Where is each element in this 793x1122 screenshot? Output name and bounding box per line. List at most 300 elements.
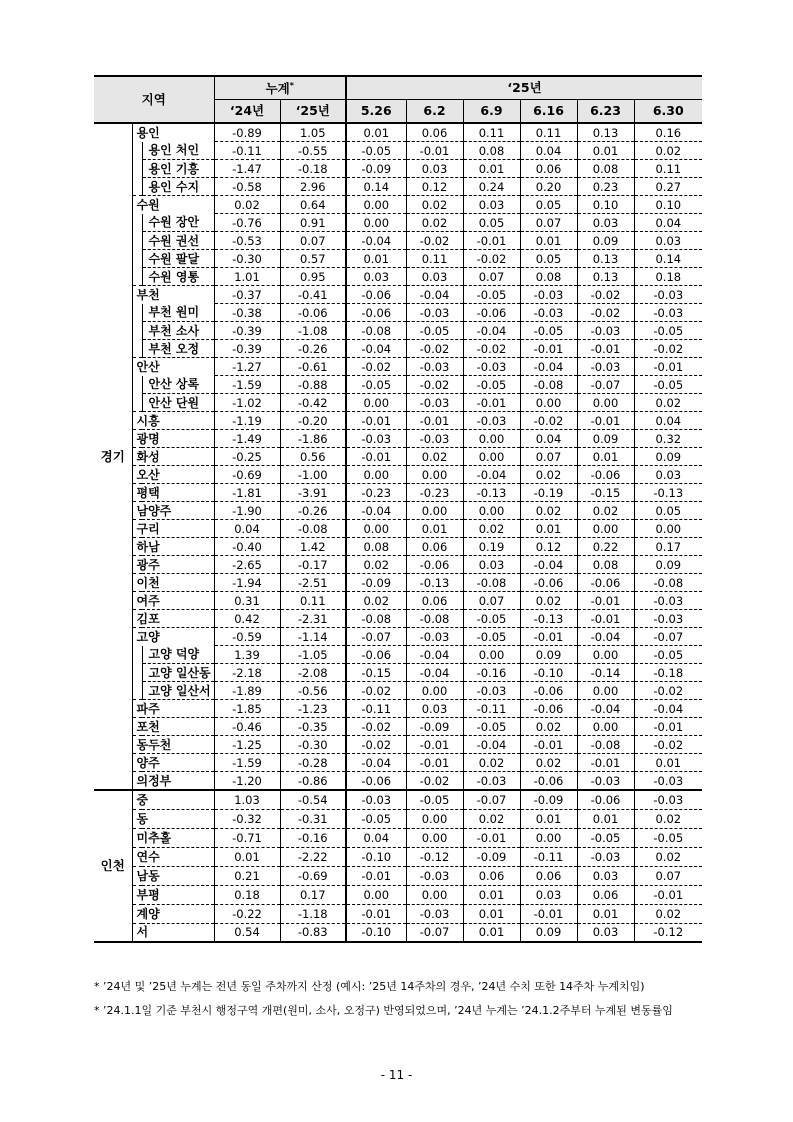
region-label: 부평 — [132, 885, 214, 904]
table-row — [94, 304, 702, 322]
value-cell: -1.23 — [280, 700, 346, 718]
value-cell: 0.02 — [520, 502, 577, 520]
value-cell: 0.04 — [520, 430, 577, 448]
value-cell: -0.03 — [406, 394, 463, 412]
value-cell: -0.31 — [280, 809, 346, 828]
value-cell: 0.06 — [577, 885, 634, 904]
value-cell: 0.05 — [463, 214, 520, 232]
value-cell: -0.09 — [406, 718, 463, 736]
region-label: 수원 — [136, 197, 160, 212]
subregion-label: 부천 오정 — [142, 340, 214, 358]
table-row — [94, 466, 702, 484]
value-cell: 0.00 — [463, 448, 520, 466]
value-cell: 1.05 — [280, 123, 346, 142]
value-cell: -0.06 — [406, 556, 463, 574]
value-cell: 0.01 — [520, 520, 577, 538]
value-cell: 0.08 — [577, 160, 634, 178]
value-cell: 0.00 — [346, 394, 406, 412]
value-cell: -0.04 — [634, 700, 702, 718]
value-cell: -0.01 — [520, 736, 577, 754]
value-cell: -0.02 — [346, 736, 406, 754]
value-cell: -0.01 — [577, 412, 634, 430]
value-cell: -0.06 — [346, 646, 406, 664]
value-cell: -0.03 — [520, 304, 577, 322]
region-label: 남동 — [132, 866, 214, 885]
value-cell: 0.08 — [520, 268, 577, 286]
value-cell: -0.03 — [634, 304, 702, 322]
indent-spacer — [132, 376, 142, 394]
value-cell: -0.02 — [577, 304, 634, 322]
table-row — [94, 484, 702, 502]
table-row — [94, 866, 702, 885]
table-row — [94, 123, 702, 142]
value-cell: -0.59 — [214, 628, 280, 646]
value-cell: 0.57 — [280, 250, 346, 268]
value-cell: 0.06 — [520, 160, 577, 178]
year25-header: ‘25년 — [346, 76, 702, 100]
value-cell: -0.07 — [634, 628, 702, 646]
value-cell: 0.13 — [577, 250, 634, 268]
value-cell: 0.03 — [577, 923, 634, 942]
value-cell: -0.04 — [346, 502, 406, 520]
value-cell: 0.04 — [634, 214, 702, 232]
value-cell: 0.09 — [577, 232, 634, 250]
region-label: 시흥 — [132, 412, 214, 430]
value-cell: 0.00 — [520, 394, 577, 412]
value-cell: 0.00 — [346, 196, 406, 214]
table-row — [94, 214, 702, 232]
value-cell: -0.01 — [634, 718, 702, 736]
value-cell: -0.03 — [346, 790, 406, 809]
region-group-label: 경기 — [94, 123, 132, 790]
value-cell: 0.01 — [520, 809, 577, 828]
value-cell: 0.07 — [463, 268, 520, 286]
subregion-label: 수원 권선 — [142, 232, 214, 250]
indent-spacer — [132, 304, 142, 322]
value-cell: 0.01 — [346, 250, 406, 268]
value-cell: -1.86 — [280, 430, 346, 448]
value-cell: -0.04 — [406, 664, 463, 682]
table-row — [94, 376, 702, 394]
value-cell: -0.01 — [346, 412, 406, 430]
value-cell: 0.01 — [577, 448, 634, 466]
table-row — [94, 322, 702, 340]
value-cell: 0.00 — [406, 502, 463, 520]
value-cell: -0.02 — [577, 286, 634, 304]
value-cell: -0.09 — [346, 160, 406, 178]
footnote: * ’24.1.1일 기준 부천시 행정구역 개편(원미, 소사, 오정구) 반영되었으며, ’24년 누계는 ’24.1.2주부터 누계된 변동률임 — [94, 1004, 673, 1017]
value-cell: 0.07 — [520, 448, 577, 466]
value-cell: -0.12 — [406, 847, 463, 866]
table-row — [94, 232, 702, 250]
value-cell: -0.03 — [346, 430, 406, 448]
region-label: 연수 — [132, 847, 214, 866]
value-cell: 0.02 — [346, 556, 406, 574]
col-header: 6.2 — [406, 100, 463, 124]
value-cell: 0.32 — [634, 430, 702, 448]
value-cell: -1.05 — [280, 646, 346, 664]
value-cell: -0.09 — [346, 574, 406, 592]
value-cell: 0.02 — [520, 718, 577, 736]
value-cell: 0.00 — [406, 828, 463, 847]
region-label: 남양주 — [132, 502, 214, 520]
table-row — [94, 847, 702, 866]
value-cell: -0.26 — [280, 502, 346, 520]
value-cell: -0.04 — [346, 232, 406, 250]
value-cell: -1.81 — [214, 484, 280, 502]
value-cell: 0.01 — [463, 923, 520, 942]
col-header: 6.30 — [634, 100, 702, 124]
value-cell: -0.07 — [406, 923, 463, 942]
value-cell: -3.91 — [280, 484, 346, 502]
subregion-label: 수원 영통 — [142, 268, 214, 286]
value-cell: -0.05 — [463, 610, 520, 628]
region-label: 부천 — [136, 287, 160, 302]
value-cell: 0.00 — [406, 466, 463, 484]
value-cell: -0.01 — [346, 448, 406, 466]
value-cell: -0.01 — [463, 394, 520, 412]
value-cell: 0.00 — [346, 466, 406, 484]
value-cell: 0.03 — [520, 885, 577, 904]
value-cell: -0.41 — [280, 286, 346, 304]
value-cell: -0.02 — [634, 736, 702, 754]
value-cell: 0.09 — [520, 923, 577, 942]
value-cell: 0.08 — [346, 538, 406, 556]
value-cell: -0.08 — [346, 322, 406, 340]
col-header: 6.16 — [520, 100, 577, 124]
subregion-label: 용인 기흥 — [142, 160, 214, 178]
value-cell: 0.13 — [577, 123, 634, 142]
table-row — [94, 574, 702, 592]
indent-spacer — [132, 340, 142, 358]
table-row — [94, 448, 702, 466]
indent-spacer — [132, 394, 142, 412]
value-cell: 0.06 — [463, 866, 520, 885]
region-label: 파주 — [132, 700, 214, 718]
value-cell: 0.17 — [280, 885, 346, 904]
value-cell: 0.04 — [346, 828, 406, 847]
value-cell: -0.11 — [214, 142, 280, 160]
value-cell: -0.26 — [280, 340, 346, 358]
value-cell: -0.01 — [463, 828, 520, 847]
value-cell: -0.10 — [520, 664, 577, 682]
value-cell: 0.03 — [577, 866, 634, 885]
value-cell: 1.42 — [280, 538, 346, 556]
value-cell: -0.69 — [280, 866, 346, 885]
value-cell: -0.08 — [280, 520, 346, 538]
value-cell: 0.00 — [577, 520, 634, 538]
value-cell: -0.01 — [577, 592, 634, 610]
value-cell: -0.02 — [463, 250, 520, 268]
value-cell: -2.22 — [280, 847, 346, 866]
value-cell: -0.04 — [577, 628, 634, 646]
value-cell: -1.20 — [214, 772, 280, 791]
value-cell: -0.05 — [634, 376, 702, 394]
region-label: 포천 — [132, 718, 214, 736]
value-cell: 0.13 — [577, 268, 634, 286]
value-cell: 0.00 — [463, 646, 520, 664]
value-cell: 0.10 — [577, 196, 634, 214]
table-row — [94, 178, 702, 196]
value-cell: -0.09 — [463, 847, 520, 866]
value-cell: -0.08 — [634, 574, 702, 592]
subregion-label: 수원 팔달 — [142, 250, 214, 268]
value-cell: 0.03 — [463, 196, 520, 214]
value-cell: 0.24 — [463, 178, 520, 196]
table-row — [94, 790, 702, 809]
col-header: 5.26 — [346, 100, 406, 124]
value-cell: 0.06 — [406, 592, 463, 610]
value-cell: -0.08 — [406, 610, 463, 628]
value-cell: 0.03 — [634, 232, 702, 250]
value-cell: -1.59 — [214, 754, 280, 772]
value-cell: 0.20 — [520, 178, 577, 196]
value-cell: 0.05 — [520, 250, 577, 268]
table-row — [94, 556, 702, 574]
value-cell: -0.05 — [634, 828, 702, 847]
value-cell: -0.28 — [280, 754, 346, 772]
subregion-label: 고양 일산서 — [142, 682, 214, 700]
value-cell: -0.01 — [346, 866, 406, 885]
value-cell: 0.04 — [634, 412, 702, 430]
value-cell: -0.11 — [346, 700, 406, 718]
value-cell: 2.96 — [280, 178, 346, 196]
value-cell: 0.19 — [463, 538, 520, 556]
value-cell: -0.03 — [463, 772, 520, 791]
region-label: 여주 — [132, 592, 214, 610]
value-cell: -0.01 — [346, 904, 406, 923]
value-cell: -1.89 — [214, 682, 280, 700]
value-cell: -0.01 — [406, 754, 463, 772]
table-row — [94, 923, 702, 942]
region-label: 평택 — [132, 484, 214, 502]
value-cell: -0.11 — [520, 847, 577, 866]
value-cell: -0.05 — [463, 376, 520, 394]
value-cell: -0.10 — [346, 847, 406, 866]
value-cell: -0.04 — [406, 286, 463, 304]
subregion-label: 고양 일산동 — [142, 664, 214, 682]
table-row — [94, 718, 702, 736]
value-cell: -0.05 — [406, 322, 463, 340]
value-cell: -0.02 — [634, 340, 702, 358]
region-label: 광명 — [132, 430, 214, 448]
table-row — [94, 196, 702, 214]
indent-spacer — [132, 682, 142, 700]
indent-spacer — [132, 214, 142, 232]
col-header: ‘24년 — [214, 100, 280, 124]
value-cell: -1.49 — [214, 430, 280, 448]
value-cell: -0.08 — [520, 376, 577, 394]
value-cell: -0.05 — [463, 718, 520, 736]
value-cell: -0.19 — [520, 484, 577, 502]
value-cell: 0.42 — [214, 610, 280, 628]
value-cell: -1.27 — [214, 358, 280, 376]
indent-spacer — [132, 178, 142, 196]
value-cell: 0.01 — [463, 885, 520, 904]
value-cell: 1.39 — [214, 646, 280, 664]
value-cell: -0.30 — [280, 736, 346, 754]
value-cell: 0.07 — [463, 592, 520, 610]
table-row — [94, 904, 702, 923]
value-cell: 0.21 — [214, 866, 280, 885]
value-cell: -0.05 — [463, 628, 520, 646]
value-cell: -0.08 — [346, 610, 406, 628]
value-cell: 0.00 — [577, 394, 634, 412]
value-cell: 0.01 — [406, 520, 463, 538]
region-label: 동 — [132, 809, 214, 828]
region-group-label: 인천 — [94, 790, 132, 942]
value-cell: 0.00 — [346, 520, 406, 538]
value-cell: -1.47 — [214, 160, 280, 178]
value-cell: -0.03 — [406, 628, 463, 646]
value-cell: -0.03 — [406, 430, 463, 448]
value-cell: 0.02 — [520, 592, 577, 610]
value-cell: 0.05 — [520, 196, 577, 214]
value-cell: -0.04 — [346, 340, 406, 358]
region-label: 미추홀 — [132, 828, 214, 847]
value-cell: -0.06 — [346, 304, 406, 322]
region-label: 김포 — [132, 610, 214, 628]
value-cell: 0.01 — [463, 904, 520, 923]
value-cell: -0.42 — [280, 394, 346, 412]
value-cell: -0.02 — [520, 412, 577, 430]
value-cell: 0.00 — [577, 646, 634, 664]
table-row — [94, 754, 702, 772]
value-cell: 0.64 — [280, 196, 346, 214]
value-cell: 0.91 — [280, 214, 346, 232]
value-cell: -0.02 — [634, 682, 702, 700]
region-label: 오산 — [132, 466, 214, 484]
table-row — [94, 142, 702, 160]
table-row — [94, 809, 702, 828]
value-cell: -0.35 — [280, 718, 346, 736]
table-body — [94, 123, 702, 942]
value-cell: 0.03 — [634, 466, 702, 484]
value-cell: -0.02 — [406, 232, 463, 250]
value-cell: 0.01 — [520, 232, 577, 250]
value-cell: -0.40 — [214, 538, 280, 556]
value-cell: -0.69 — [214, 466, 280, 484]
value-cell: -0.04 — [520, 556, 577, 574]
value-cell: -0.03 — [520, 286, 577, 304]
value-cell: 0.09 — [520, 646, 577, 664]
value-cell: -0.46 — [214, 718, 280, 736]
value-cell: -0.88 — [280, 376, 346, 394]
value-cell: -0.05 — [520, 322, 577, 340]
value-cell: 0.09 — [634, 556, 702, 574]
value-cell: -0.08 — [577, 736, 634, 754]
value-cell: -0.06 — [577, 466, 634, 484]
page-number: - 11 - — [380, 1068, 413, 1082]
table-row — [94, 430, 702, 448]
col-header: 6.23 — [577, 100, 634, 124]
value-cell: -0.01 — [634, 885, 702, 904]
table-row — [94, 592, 702, 610]
value-cell: 0.09 — [634, 448, 702, 466]
value-cell: -0.14 — [577, 664, 634, 682]
value-cell: 0.02 — [520, 754, 577, 772]
value-cell: 0.01 — [463, 160, 520, 178]
value-cell: 0.12 — [406, 178, 463, 196]
value-cell: 1.01 — [214, 268, 280, 286]
value-cell: 0.01 — [346, 123, 406, 142]
region-label: 하남 — [132, 538, 214, 556]
value-cell: 0.00 — [406, 885, 463, 904]
value-cell: -0.16 — [463, 664, 520, 682]
value-cell: 0.03 — [463, 556, 520, 574]
table-row — [94, 682, 702, 700]
value-cell: -0.11 — [463, 700, 520, 718]
value-cell: 0.01 — [577, 142, 634, 160]
region-label: 고양 — [136, 629, 160, 644]
value-cell: -0.37 — [214, 286, 280, 304]
value-cell: 0.56 — [280, 448, 346, 466]
table-row — [94, 520, 702, 538]
value-cell: -0.22 — [214, 904, 280, 923]
value-cell: 0.27 — [634, 178, 702, 196]
value-cell: 0.00 — [406, 682, 463, 700]
value-cell: -0.86 — [280, 772, 346, 791]
value-cell: -0.06 — [520, 772, 577, 791]
value-cell: 0.09 — [577, 430, 634, 448]
value-cell: -2.31 — [280, 610, 346, 628]
value-cell: -0.01 — [577, 754, 634, 772]
indent-spacer — [132, 160, 142, 178]
value-cell: -1.08 — [280, 322, 346, 340]
value-cell: 0.22 — [577, 538, 634, 556]
value-cell: 0.03 — [346, 268, 406, 286]
value-cell: -0.06 — [520, 682, 577, 700]
value-cell: 0.02 — [214, 196, 280, 214]
value-cell: -0.38 — [214, 304, 280, 322]
value-cell: -0.06 — [463, 304, 520, 322]
table-row — [94, 502, 702, 520]
value-cell: -0.06 — [346, 772, 406, 791]
value-cell: -0.03 — [577, 772, 634, 791]
value-cell: 1.03 — [214, 790, 280, 809]
value-cell: -1.25 — [214, 736, 280, 754]
indent-spacer — [132, 142, 142, 160]
value-cell: -0.55 — [280, 142, 346, 160]
region-label: 안산 — [136, 359, 160, 374]
value-cell: 0.10 — [634, 196, 702, 214]
value-cell: 0.00 — [463, 502, 520, 520]
value-cell: -0.01 — [577, 610, 634, 628]
value-cell: -1.59 — [214, 376, 280, 394]
value-cell: 0.00 — [520, 828, 577, 847]
value-cell: -0.13 — [520, 610, 577, 628]
value-cell: -0.15 — [346, 664, 406, 682]
value-cell: -0.03 — [634, 286, 702, 304]
value-cell: 0.18 — [214, 885, 280, 904]
subregion-label: 안산 단원 — [142, 394, 214, 412]
value-cell: 0.06 — [520, 866, 577, 885]
value-cell: -0.01 — [577, 340, 634, 358]
table-row — [94, 885, 702, 904]
value-cell: 0.12 — [520, 538, 577, 556]
value-cell: -0.03 — [577, 847, 634, 866]
value-cell: -0.07 — [346, 628, 406, 646]
indent-spacer — [132, 250, 142, 268]
value-cell: -0.03 — [463, 682, 520, 700]
table-row — [94, 610, 702, 628]
value-cell: -0.05 — [346, 376, 406, 394]
value-cell: -0.04 — [520, 358, 577, 376]
value-cell: -0.13 — [634, 484, 702, 502]
value-cell: -0.02 — [406, 772, 463, 791]
table-row — [94, 538, 702, 556]
value-cell: 0.00 — [577, 682, 634, 700]
